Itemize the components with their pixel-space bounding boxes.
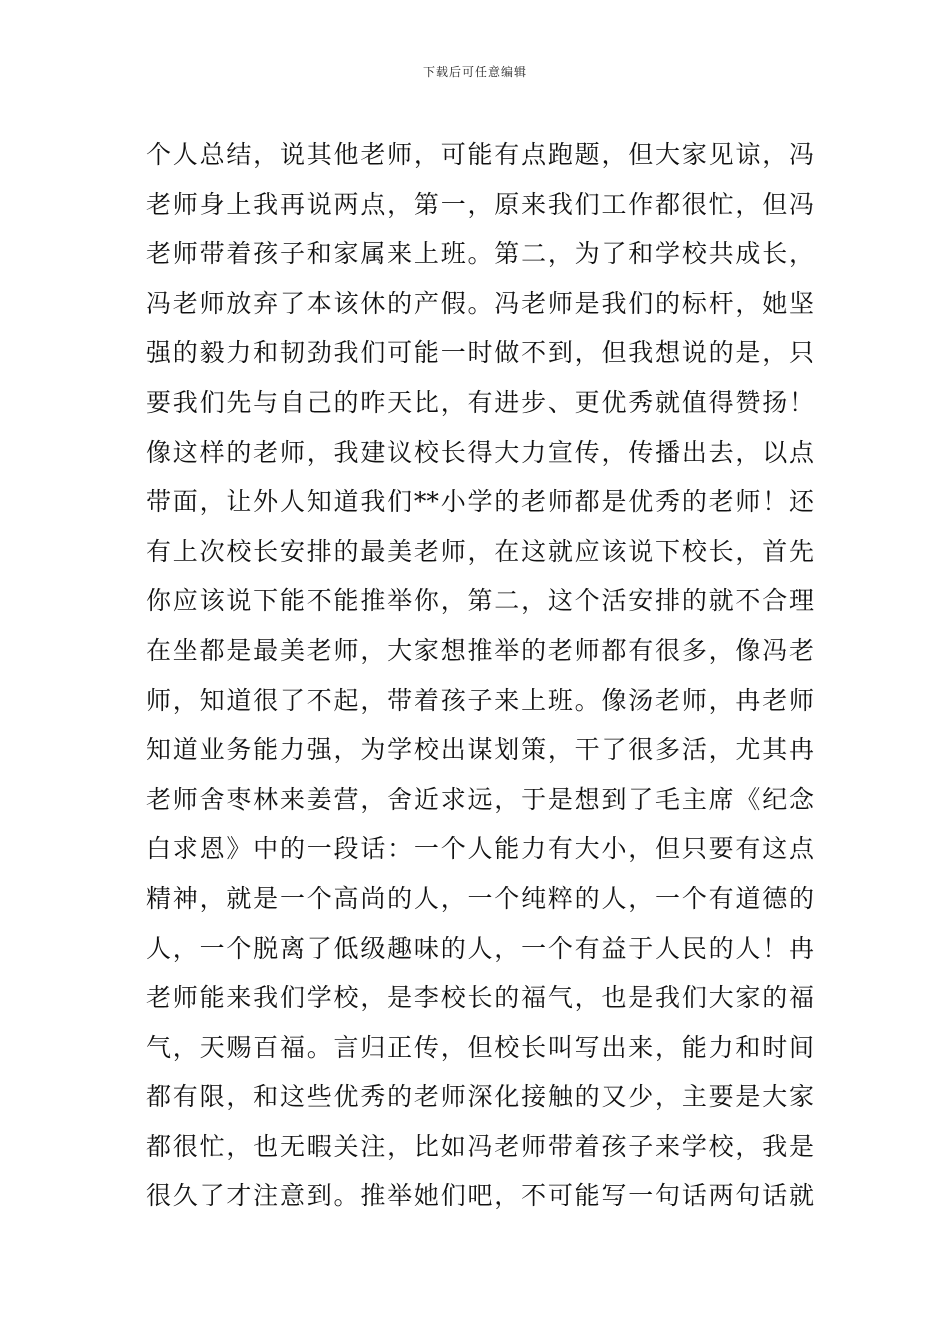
text-line: 师，知道很了不起，带着孩子来上班。像汤老师，冉老师 — [146, 685, 814, 715]
text-line: 个人总结，说其他老师，可能有点跑题，但大家见谅，冯 — [146, 140, 814, 169]
text-line: 强的毅力和韧劲我们可能一时做不到，但我想说的是，只 — [146, 338, 814, 368]
text-line: 老师带着孩子和家属来上班。第二，为了和学校共成长， — [146, 239, 814, 269]
text-line: 老师身上我再说两点，第一，原来我们工作都很忙，但冯 — [146, 189, 814, 219]
text-line: 精神，就是一个高尚的人，一个纯粹的人，一个有道德的 — [146, 883, 814, 913]
text-line: 知道业务能力强，为学校出谋划策，干了很多活，尤其冉 — [146, 735, 814, 765]
text-line: 很久了才注意到。推举她们吧，不可能写一句话两句话就 — [146, 1181, 814, 1211]
text-line: 像这样的老师，我建议校长得大力宣传，传播出去，以点 — [146, 437, 814, 467]
text-line: 你应该说下能不能推举你，第二，这个活安排的就不合理 — [146, 586, 814, 616]
text-line: 老师舍枣林来姜营，舍近求远，于是想到了毛主席《纪念 — [146, 784, 814, 814]
text-line: 白求恩》中的一段话：一个人能力有大小，但只要有这点 — [146, 834, 814, 864]
page-header: 下载后可任意编辑 — [422, 65, 527, 79]
text-line: 人，一个脱离了低级趣味的人，一个有益于人民的人！冉 — [146, 933, 814, 963]
text-line: 都很忙，也无暇关注，比如冯老师带着孩子来学校，我是 — [146, 1131, 814, 1161]
document-body — [146, 130, 814, 1221]
text-line: 都有限，和这些优秀的老师深化接触的又少，主要是大家 — [146, 1082, 814, 1112]
text-line: 有上次校长安排的最美老师，在这就应该说下校长，首先 — [146, 536, 814, 566]
text-line: 冯老师放弃了本该休的产假。冯老师是我们的标杆，她坚 — [146, 288, 814, 318]
text-line: 要我们先与自己的昨天比，有进步、更优秀就值得赞扬！ — [146, 387, 814, 417]
text-line: 在坐都是最美老师，大家想推举的老师都有很多，像冯老 — [146, 635, 814, 665]
text-line: 气，天赐百福。言归正传，但校长叫写出来，能力和时间 — [146, 1032, 814, 1062]
text-line: 老师能来我们学校，是李校长的福气，也是我们大家的福 — [146, 983, 814, 1013]
text-line: 带面，让外人知道我们**小学的老师都是优秀的老师！还 — [146, 487, 814, 517]
